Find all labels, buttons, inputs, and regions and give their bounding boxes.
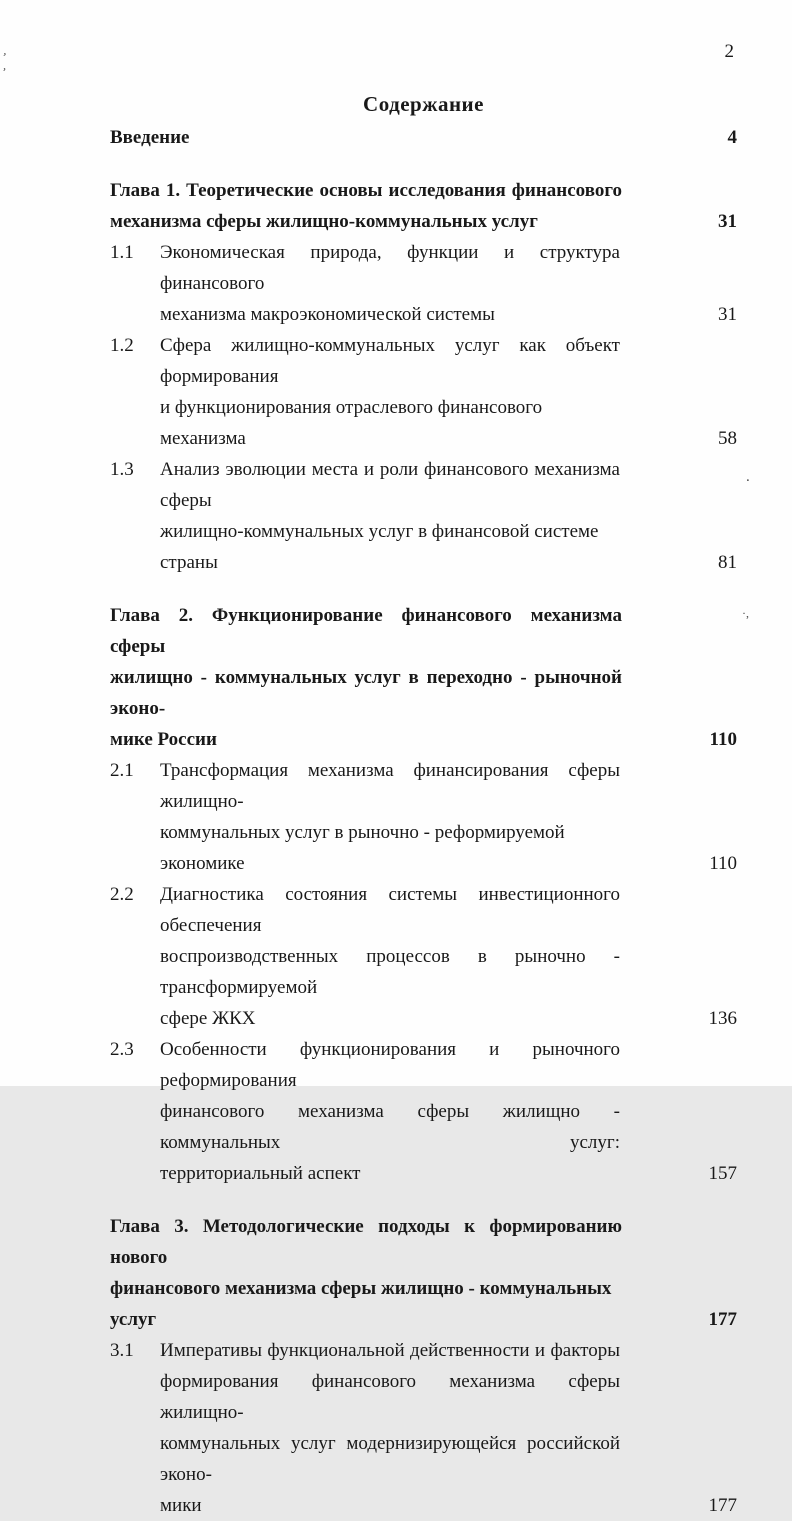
entry-text bbox=[160, 755, 620, 879]
entry-number: 1.3 bbox=[110, 459, 134, 480]
entry-text bbox=[110, 175, 622, 237]
entry-page-number: 110 bbox=[709, 853, 737, 874]
toc-line: механизма сферы жилищно-коммунальных услуг bbox=[110, 211, 538, 232]
toc-line: сфере ЖКХ bbox=[160, 1008, 256, 1029]
toc-line: механизма макроэкономической системы bbox=[160, 304, 495, 325]
toc-line: Глава 3. Методологические подходы к формированию нового bbox=[110, 1216, 622, 1268]
entry-text bbox=[110, 600, 622, 755]
toc-line: Глава 2. Функционирование финансового механизма сферы bbox=[110, 605, 622, 657]
entry-text bbox=[160, 879, 620, 1034]
toc-line: коммунальных услуг модернизирующейся российской эконо- bbox=[160, 1433, 620, 1485]
entry-number: 2.3 bbox=[110, 1039, 134, 1060]
scan-artifact-speck: ’ bbox=[0, 49, 8, 65]
entry-page-number: 177 bbox=[708, 1495, 737, 1516]
toc-line: Введение bbox=[110, 127, 190, 148]
toc-line: мике России bbox=[110, 729, 217, 750]
toc-entry-section-2-3 bbox=[110, 1034, 737, 1189]
entry-number: 1.1 bbox=[110, 242, 134, 263]
entry-page-number: 177 bbox=[708, 1309, 737, 1330]
toc-line: мики bbox=[160, 1495, 202, 1516]
toc-line: Трансформация механизма финансирования сферы жилищно- bbox=[160, 760, 620, 812]
toc-line: Анализ эволюции места и роли финансового механизма сферы bbox=[160, 459, 620, 511]
corner-page-number: 2 bbox=[724, 41, 734, 62]
toc-line: Глава 1. Теоретические основы исследования финансового bbox=[110, 180, 622, 201]
entry-text bbox=[160, 1335, 620, 1521]
entry-number: 3.1 bbox=[110, 1340, 134, 1361]
entry-page-number: 4 bbox=[727, 127, 737, 148]
toc-line: финансового механизма сферы жилищно - коммунальных услуг: bbox=[160, 1101, 620, 1153]
toc-line: и функционирования отраслевого финансового механизма bbox=[160, 397, 543, 449]
toc-entry-chapter-1 bbox=[110, 175, 737, 237]
toc-line: коммунальных услуг в рыночно - реформируемой экономике bbox=[160, 822, 565, 874]
toc-line: территориальный аспект bbox=[160, 1163, 361, 1184]
entry-number: 2.2 bbox=[110, 884, 134, 905]
scan-artifact-speck: ·, bbox=[742, 606, 749, 620]
entry-page-number: 81 bbox=[718, 552, 737, 573]
toc-entry-introduction bbox=[110, 122, 737, 153]
toc-entry-section-2-1 bbox=[110, 755, 737, 879]
toc-line: жилищно-коммунальных услуг в финансовой системе страны bbox=[160, 521, 599, 573]
entry-text bbox=[110, 1211, 622, 1335]
toc-line: Сфера жилищно-коммунальных услуг как объект формирования bbox=[160, 335, 620, 387]
entry-number: 1.2 bbox=[110, 335, 134, 356]
toc-line: формирования финансового механизма сферы жилищно- bbox=[160, 1371, 620, 1423]
toc-entry-section-1-2 bbox=[110, 330, 737, 454]
toc-line: Экономическая природа, функции и структура финансового bbox=[160, 242, 620, 294]
toc-line: Особенности функционирования и рыночного реформирования bbox=[160, 1039, 620, 1091]
toc-line: воспроизводственных процессов в рыночно - трансформируемой bbox=[160, 946, 620, 998]
toc-entry-chapter-2 bbox=[110, 600, 737, 755]
toc-entry-section-2-2 bbox=[110, 879, 737, 1034]
entry-text bbox=[160, 1034, 620, 1189]
entry-page-number: 58 bbox=[718, 428, 737, 449]
entry-text bbox=[110, 122, 649, 153]
toc-line: Императивы функциональной действенности и факторы bbox=[160, 1340, 620, 1361]
entry-number: 2.1 bbox=[110, 760, 134, 781]
entry-text bbox=[160, 454, 620, 578]
entry-page-number: 157 bbox=[708, 1163, 737, 1184]
toc-entry-section-3-1 bbox=[110, 1335, 737, 1521]
toc-line: жилищно - коммунальных услуг в переходно - рыночной эконо- bbox=[110, 667, 622, 719]
entry-page-number: 110 bbox=[709, 729, 737, 750]
entry-page-number: 31 bbox=[718, 211, 737, 232]
toc-entry-chapter-3 bbox=[110, 1211, 737, 1335]
toc-line: Диагностика состояния системы инвестиционного обеспечения bbox=[160, 884, 620, 936]
toc-line: финансового механизма сферы жилищно - коммунальных услуг bbox=[110, 1278, 612, 1330]
toc-entry-section-1-1 bbox=[110, 237, 737, 330]
entry-page-number: 31 bbox=[718, 304, 737, 325]
scan-artifact-speck: ’ bbox=[1, 64, 8, 80]
entry-page-number: 136 bbox=[708, 1008, 737, 1029]
toc-entry-section-1-3 bbox=[110, 454, 737, 578]
entry-text bbox=[160, 330, 620, 454]
table-of-contents bbox=[110, 122, 737, 1521]
entry-text bbox=[160, 237, 620, 330]
page-title: Содержание bbox=[363, 92, 484, 116]
scan-artifact-speck: . bbox=[746, 469, 750, 485]
